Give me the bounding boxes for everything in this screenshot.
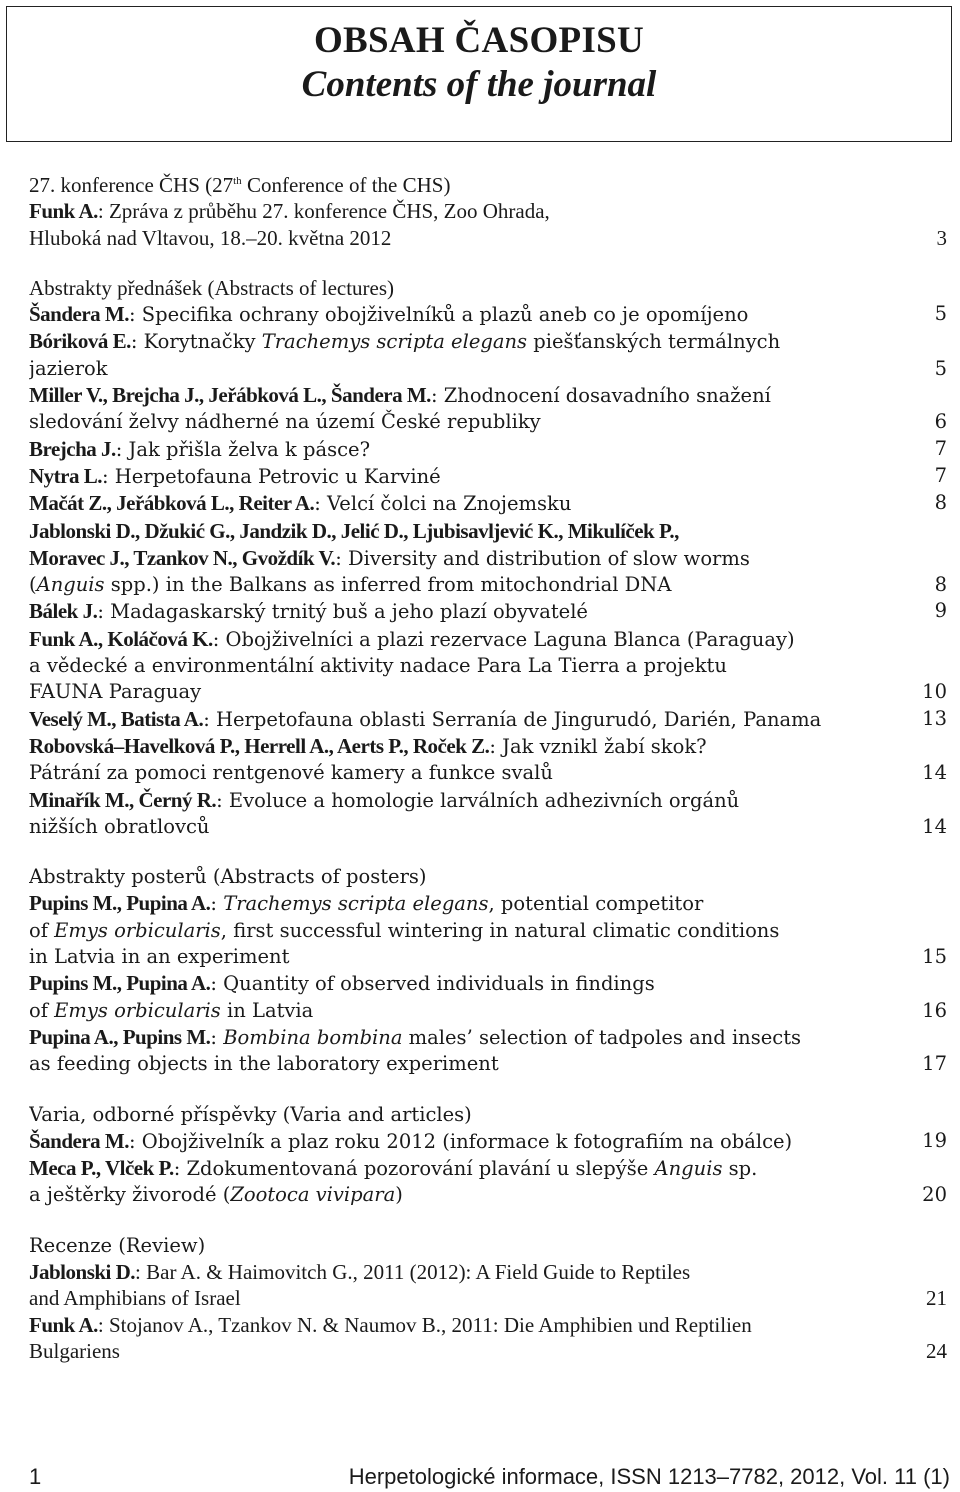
section-heading-posters: Abstrakty posterů (Abstracts of posters) — [29, 865, 427, 889]
toc-entry-continuation[interactable]: nižších obratlovců 14 — [29, 814, 947, 840]
section-heading-conference: 27. konference ČHS (27th Conference of the CHS) — [29, 173, 451, 197]
page-number: 21 — [926, 1286, 947, 1311]
page-number: 5 — [934, 356, 947, 380]
toc-entry-continuation[interactable]: as feeding objects in the laboratory experiment 17 — [29, 1051, 947, 1077]
toc-entry-continuation[interactable]: FAUNA Paraguay 10 — [29, 679, 947, 705]
toc-entry[interactable]: Meca P., Vlček P.: Zdokumentovaná pozorování plavání u slepýše Anguis sp. — [29, 1156, 758, 1181]
toc-entry[interactable]: Nytra L.: Herpetofauna Petrovic u Karviné 7 — [29, 463, 947, 490]
title-box — [6, 6, 952, 142]
page-number: 10 — [922, 680, 947, 704]
table-of-contents — [29, 168, 947, 1364]
entry-authors: Funk A. — [29, 199, 98, 224]
page-number: 24 — [926, 1338, 947, 1363]
page-number: 6 — [934, 410, 947, 434]
toc-entry-continuation[interactable]: a vědecké a environmentální aktivity nadace Para La Tierra a projektu — [29, 654, 727, 678]
page-title: OBSAH ČASOPISU — [313, 20, 645, 61]
toc-entry-continuation[interactable]: and Amphibians of Israel 21 — [29, 1286, 947, 1311]
toc-entry[interactable]: Jablonski D.: Bar A. & Haimovitch G., 2011 (2012): A Field Guide to Reptiles — [29, 1259, 691, 1284]
toc-entry[interactable]: Minařík M., Černý R.: Evoluce a homologie larválních adhezivních orgánů — [29, 787, 740, 812]
toc-entry-continuation[interactable]: Pátrání za pomoci rentgenové kamery a funkce svalů 14 — [29, 760, 947, 786]
toc-entry[interactable]: Pupina A., Pupins M.: Bombina bombina males’ selection of tadpoles and insects — [29, 1024, 802, 1049]
page-number: 17 — [922, 1052, 947, 1076]
toc-entry-continuation[interactable]: Bulgariens 24 — [29, 1338, 947, 1363]
page-number: 20 — [922, 1183, 947, 1207]
toc-entry[interactable]: Pupins M., Pupina A.: Trachemys scripta elegans, potential competitor — [29, 891, 704, 916]
page-number: 7 — [934, 436, 947, 460]
page-number: 13 — [922, 706, 947, 730]
toc-entry-continuation[interactable]: of Emys orbicularis, first successful wintering in natural climatic conditions — [29, 918, 780, 942]
page-number: 8 — [934, 491, 947, 515]
toc-entry[interactable]: Jablonski D., Džukić G., Jandzik D., Jelić D., Ljubisavljević K., Mikulíček P., — [29, 518, 679, 543]
toc-entry[interactable]: Funk A., Koláčová K.: Obojživelníci a plazi rezervace Laguna Blanca (Paraguay) — [29, 626, 795, 651]
toc-entry-continuation[interactable]: a ještěrky živorodé (Zootoca vivipara) 20 — [29, 1182, 947, 1208]
page-number: 14 — [922, 761, 947, 785]
toc-entry[interactable]: Šandera M.: Obojživelník a plaz roku 2012 (informace k fotografiím na obálce) 19 — [29, 1128, 947, 1155]
toc-entry[interactable]: Robovská–Havelková P., Herrell A., Aerts P., Roček Z.: Jak vznikl žabí skok? — [29, 733, 707, 758]
page-footer — [29, 1464, 950, 1490]
toc-entry-continuation[interactable]: in Latvia in an experiment 15 — [29, 944, 947, 970]
footer-page-number: 1 — [29, 1464, 42, 1489]
page-number: 5 — [934, 302, 947, 326]
footer-journal-info: Herpetologické informace, ISSN 1213–7782, 2012, Vol. 11 (1) — [348, 1464, 950, 1489]
section-heading-varia: Varia, odborné příspěvky (Varia and articles) — [29, 1102, 472, 1126]
page-subtitle: Contents of the journal — [301, 64, 657, 105]
section-heading-lectures: Abstrakty přednášek (Abstracts of lectures) — [29, 275, 395, 300]
toc-entry[interactable]: Bálek J.: Madagaskarský trnitý buš a jeho plazí obyvatelé 9 — [29, 598, 947, 625]
page-number: 14 — [922, 814, 947, 838]
toc-entry[interactable]: Mačát Z., Jeřábková L., Reiter A.: Velcí čolci na Znojemsku 8 — [29, 490, 947, 517]
toc-entry-continuation[interactable]: jazierok 5 — [29, 356, 947, 382]
page-number: 19 — [922, 1128, 947, 1152]
toc-entry-continuation[interactable]: of Emys orbicularis in Latvia 16 — [29, 998, 947, 1024]
toc-entry[interactable]: Funk A.: Stojanov A., Tzankov N. & Naumov B., 2011: Die Amphibien und Reptilien — [29, 1312, 752, 1337]
toc-entry[interactable]: Miller V., Brejcha J., Jeřábková L., Šandera M.: Zhodnocení dosavadního snažení — [29, 383, 771, 408]
toc-entry[interactable]: Funk A.: Zpráva z průběhu 27. konference ČHS, Zoo Ohrada, — [29, 199, 550, 224]
page-number: 8 — [934, 573, 947, 597]
toc-entry[interactable]: Veselý M., Batista A.: Herpetofauna oblasti Serranía de Jingurudó, Darién, Panama 13 — [29, 706, 947, 733]
page-number: 15 — [922, 945, 947, 969]
toc-entry[interactable]: Šandera M.: Specifika ochrany obojživelníků a plazů aneb co je opomíjeno 5 — [29, 301, 947, 328]
page-number: 16 — [922, 998, 947, 1022]
page-number: 7 — [934, 463, 947, 487]
toc-entry-continuation[interactable]: sledování želvy nádherné na území České republiky 6 — [29, 409, 947, 435]
toc-entry-continuation[interactable]: Hluboká nad Vltavou, 18.–20. května 2012 3 — [29, 225, 947, 250]
page-number: 9 — [934, 599, 947, 623]
section-heading-review: Recenze (Review) — [29, 1233, 206, 1257]
toc-entry[interactable]: Brejcha J.: Jak přišla želva k pásce? 7 — [29, 436, 947, 463]
toc-entry[interactable]: Bóriková E.: Korytnačky Trachemys scripta elegans piešťanských termálnych — [29, 329, 781, 354]
toc-entry[interactable]: Pupins M., Pupina A.: Quantity of observed individuals in findings — [29, 971, 655, 996]
page-number: 3 — [936, 225, 947, 250]
toc-entry-continuation[interactable]: (Anguis spp.) in the Balkans as inferred from mitochondrial DNA 8 — [29, 572, 947, 598]
toc-entry-continuation[interactable]: Moravec J., Tzankov N., Gvoždík V.: Diversity and distribution of slow worms — [29, 545, 750, 570]
